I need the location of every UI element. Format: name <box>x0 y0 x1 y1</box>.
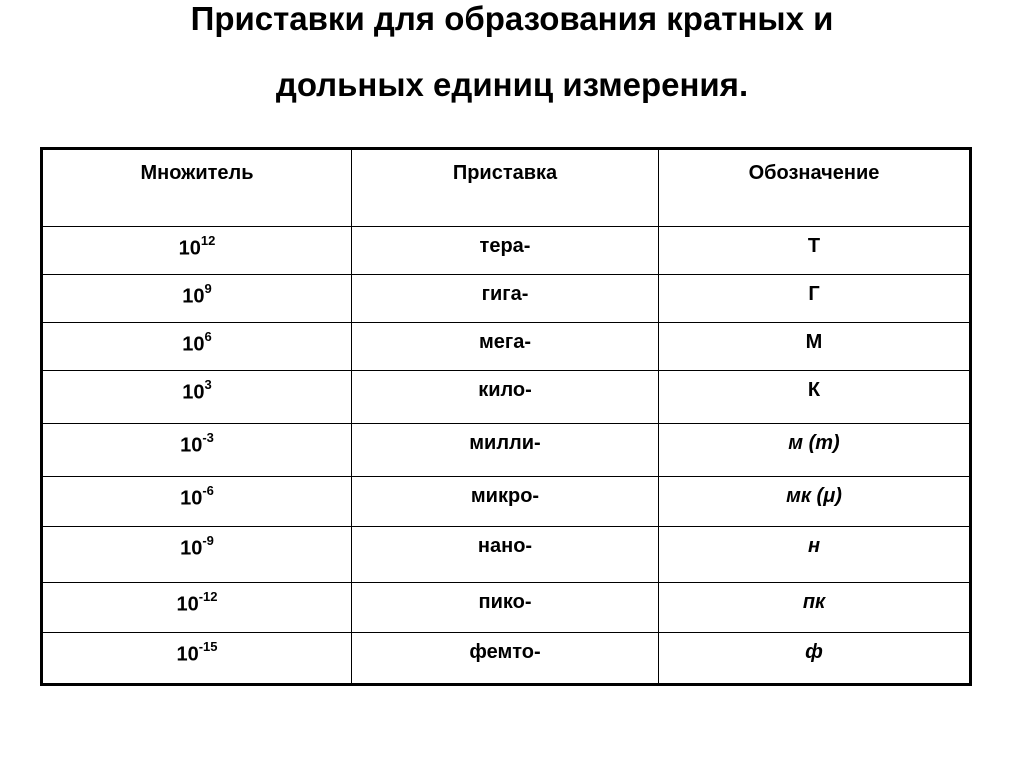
table-row <box>42 275 971 323</box>
multiplier-cell <box>42 424 352 477</box>
prefix-cell: микро- <box>352 477 659 527</box>
multiplier-cell <box>42 477 352 527</box>
title-line-1: Приставки для образования кратных и <box>190 0 834 37</box>
page-title <box>0 0 1024 118</box>
multiplier-exponent: -12 <box>198 589 218 604</box>
multiplier-exponent: 3 <box>204 377 212 392</box>
multiplier-base: 10 <box>182 333 205 356</box>
symbol-cell: Т <box>659 227 971 275</box>
header-prefix: Приставка <box>352 149 659 227</box>
header-multiplier: Множитель <box>42 149 352 227</box>
table-row <box>42 477 971 527</box>
table-body <box>42 227 971 685</box>
multiplier-exponent: 9 <box>204 281 212 296</box>
multiplier-base: 10 <box>180 487 203 510</box>
prefix-cell: пико- <box>352 583 659 633</box>
multiplier-base: 10 <box>180 434 203 457</box>
table-row <box>42 227 971 275</box>
multiplier-exponent: 12 <box>200 233 216 248</box>
prefix-cell: фемто- <box>352 633 659 685</box>
multiplier-base: 10 <box>178 237 201 260</box>
prefix-table <box>40 147 972 686</box>
multiplier-base: 10 <box>176 643 199 666</box>
symbol-cell: мк (μ) <box>659 477 971 527</box>
symbol-cell: м (m) <box>659 424 971 477</box>
symbol-cell: ф <box>659 633 971 685</box>
table-row <box>42 633 971 685</box>
symbol-cell: Г <box>659 275 971 323</box>
symbol-cell: н <box>659 527 971 583</box>
header-symbol: Обозначение <box>659 149 971 227</box>
title-line-2: дольных единиц измерения. <box>275 66 749 103</box>
multiplier-base: 10 <box>182 285 205 308</box>
multiplier-cell <box>42 275 352 323</box>
symbol-cell: М <box>659 323 971 371</box>
multiplier-cell <box>42 583 352 633</box>
prefix-cell: милли- <box>352 424 659 477</box>
prefix-cell: кило- <box>352 371 659 424</box>
symbol-cell: пк <box>659 583 971 633</box>
table-row <box>42 583 971 633</box>
table-header-row <box>42 149 971 227</box>
multiplier-base: 10 <box>180 537 203 560</box>
multiplier-exponent: -9 <box>202 533 214 548</box>
multiplier-base: 10 <box>182 381 205 404</box>
multiplier-exponent: 6 <box>204 329 212 344</box>
multiplier-cell <box>42 323 352 371</box>
multiplier-cell <box>42 371 352 424</box>
table-row <box>42 371 971 424</box>
multiplier-base: 10 <box>176 593 199 616</box>
symbol-cell: К <box>659 371 971 424</box>
prefix-cell: тера- <box>352 227 659 275</box>
prefix-cell: мега- <box>352 323 659 371</box>
prefix-cell: нано- <box>352 527 659 583</box>
prefix-cell: гига- <box>352 275 659 323</box>
multiplier-exponent: -15 <box>198 639 218 654</box>
multiplier-exponent: -6 <box>202 483 214 498</box>
multiplier-cell <box>42 227 352 275</box>
table-row <box>42 424 971 477</box>
table-row <box>42 323 971 371</box>
multiplier-cell <box>42 633 352 685</box>
table-row <box>42 527 971 583</box>
multiplier-cell <box>42 527 352 583</box>
multiplier-exponent: -3 <box>202 430 214 445</box>
